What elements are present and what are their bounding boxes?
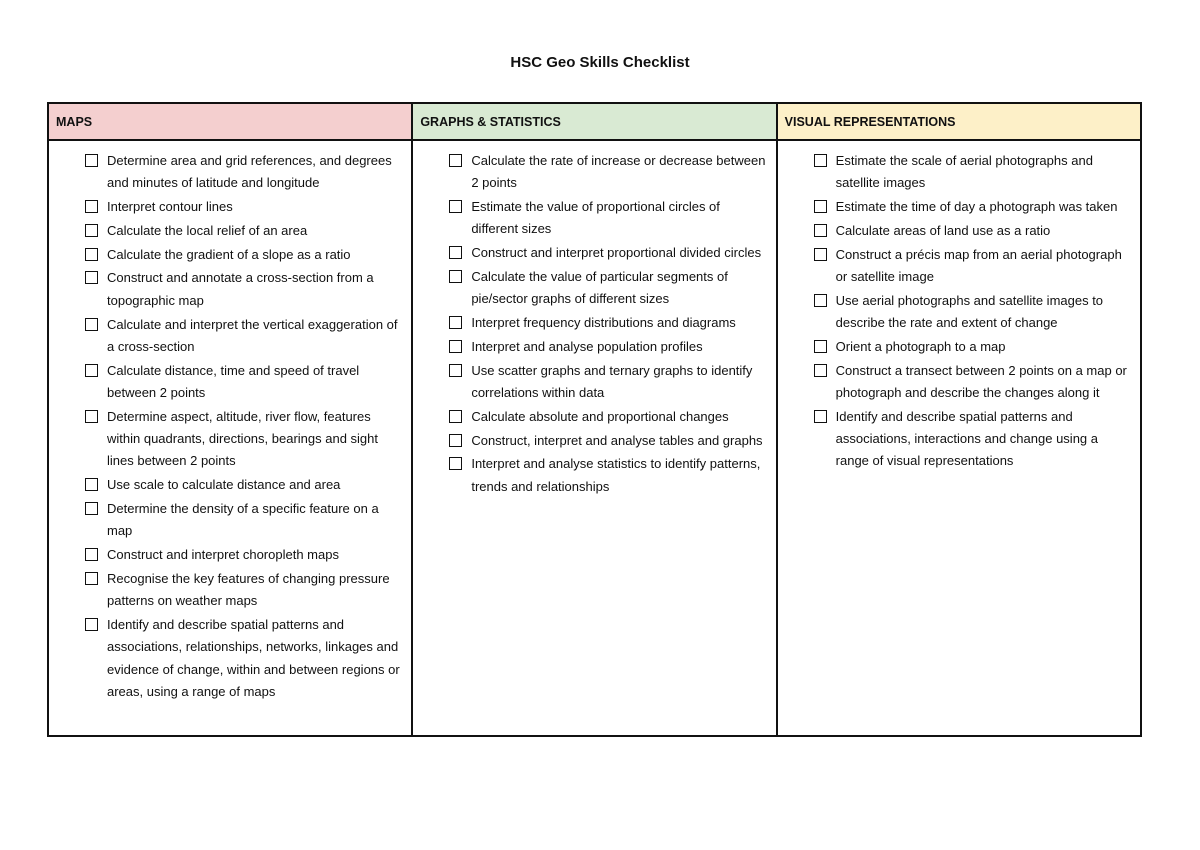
checklist-item	[85, 544, 403, 566]
checklist-item	[85, 220, 403, 242]
checklist-item-label: Determine area and grid references, and degrees and minutes of latitude and longitude	[107, 153, 392, 191]
checklist-item-label: Estimate the time of day a photograph was taken	[835, 199, 1118, 215]
checklist-item-label: Interpret frequency distributions and diagrams	[471, 315, 736, 331]
checklist-item-label: Calculate absolute and proportional changes	[471, 408, 729, 424]
header-row	[48, 103, 1141, 140]
checklist-item	[85, 314, 403, 359]
checkbox[interactable]	[449, 340, 462, 353]
checklist-item	[814, 150, 1132, 195]
checklist-item-label: Use scatter graphs and ternary graphs to identify correlations within data	[471, 362, 753, 400]
checklist-item	[85, 568, 403, 613]
checkbox[interactable]	[85, 224, 98, 237]
checklist-item-label: Determine aspect, altitude, river flow, features within quadrants, directions, bearings and sight lines between 2 points	[107, 408, 378, 469]
checklist-item	[814, 406, 1132, 473]
checklist-item	[449, 242, 767, 264]
maps-checklist	[85, 150, 403, 703]
checklist-item	[85, 406, 403, 473]
checkbox[interactable]	[85, 271, 98, 284]
checklist-item	[85, 614, 403, 703]
checklist-item-label: Use scale to calculate distance and area	[107, 477, 341, 493]
checklist-item-label: Interpret contour lines	[107, 199, 233, 215]
checkbox[interactable]	[85, 200, 98, 213]
checklist-item	[449, 266, 767, 311]
checkbox[interactable]	[449, 457, 462, 470]
checklist-item-label: Calculate areas of land use as a ratio	[835, 222, 1051, 238]
checklist-item-label: Construct a précis map from an aerial photograph or satellite image	[835, 246, 1122, 284]
checklist-item-label: Calculate and interpret the vertical exaggeration of a cross-section	[107, 316, 398, 354]
maps-column	[48, 140, 412, 736]
checkbox[interactable]	[814, 294, 827, 307]
checklist-item	[449, 336, 767, 358]
graphs-statistics-column	[412, 140, 776, 736]
checklist-item	[814, 336, 1132, 358]
checkbox[interactable]	[814, 200, 827, 213]
checklist-item-label: Determine the density of a specific feature on a map	[107, 500, 379, 539]
checklist-item-label: Construct, interpret and analyse tables and graphs	[471, 432, 763, 448]
checklist-item-label: Estimate the value of proportional circles of different sizes	[471, 199, 720, 237]
checklist-item	[449, 406, 767, 428]
checkbox[interactable]	[449, 364, 462, 377]
checkbox[interactable]	[814, 224, 827, 237]
checklist-item	[85, 498, 403, 543]
checkbox[interactable]	[85, 572, 98, 585]
checklist-item-label: Use aerial photographs and satellite images to describe the rate and extent of change	[835, 292, 1104, 331]
checkbox[interactable]	[85, 502, 98, 515]
page-title: HSC Geo Skills Checklist	[510, 54, 690, 71]
checklist-item-label: Orient a photograph to a map	[835, 338, 1006, 354]
checkbox[interactable]	[449, 154, 462, 167]
checkbox[interactable]	[814, 410, 827, 423]
checklist-item-label: Calculate the rate of increase or decrease between 2 points	[471, 153, 766, 191]
checklist-item	[814, 244, 1132, 289]
visual-representations-column	[777, 140, 1141, 736]
checkbox[interactable]	[814, 364, 827, 377]
checklist-item	[814, 220, 1132, 242]
visual-representations-checklist	[814, 150, 1132, 473]
checklist-item-label: Calculate the gradient of a slope as a ratio	[107, 246, 351, 262]
checklist-item	[449, 196, 767, 241]
checklist-item-label: Interpret and analyse population profiles	[471, 338, 703, 354]
graphs-statistics-header: GRAPHS & STATISTICS	[412, 103, 776, 140]
checklist-item	[85, 474, 403, 496]
graphs-statistics-checklist	[449, 150, 767, 498]
checklist-item	[814, 290, 1132, 335]
checklist-item-label: Construct a transect between 2 points on a map or photograph and describe the changes along it	[835, 362, 1127, 400]
checklist-item	[449, 453, 767, 498]
checklist-item-label: Calculate the local relief of an area	[107, 222, 308, 238]
checkbox[interactable]	[449, 200, 462, 213]
checkbox[interactable]	[85, 318, 98, 331]
checklist-item-label: Construct and interpret choropleth maps	[107, 547, 339, 563]
checkbox[interactable]	[85, 478, 98, 491]
maps-header: MAPS	[48, 103, 412, 140]
checklist-item	[85, 244, 403, 266]
checkbox[interactable]	[814, 340, 827, 353]
checklist-item	[85, 196, 403, 218]
checklist-item-label: Calculate the value of particular segments of pie/sector graphs of different sizes	[471, 268, 728, 307]
checkbox[interactable]	[449, 246, 462, 259]
checkbox[interactable]	[85, 154, 98, 167]
checkbox[interactable]	[814, 154, 827, 167]
checkbox[interactable]	[449, 316, 462, 329]
checklist-item-label: Identify and describe spatial patterns and associations, relationships, networks, linkages and evidence of change, within and between regions or areas, using a range of maps	[107, 616, 400, 699]
visual-representations-header: VISUAL REPRESENTATIONS	[777, 103, 1141, 140]
checkbox[interactable]	[85, 364, 98, 377]
checklist-item	[814, 196, 1132, 218]
checklist-item	[814, 360, 1132, 405]
checkbox[interactable]	[85, 618, 98, 631]
checklist-item	[449, 360, 767, 405]
checklist-item	[449, 312, 767, 334]
checklist-item-label: Interpret and analyse statistics to identify patterns, trends and relationships	[471, 456, 761, 494]
checklist-table	[47, 102, 1142, 737]
checklist-item-label: Recognise the key features of changing pressure patterns on weather maps	[107, 570, 390, 609]
checklist-item	[85, 150, 403, 195]
checkbox[interactable]	[449, 270, 462, 283]
checklist-item-label: Construct and annotate a cross-section from a topographic map	[107, 270, 374, 308]
items-row	[48, 140, 1141, 736]
checklist-item	[85, 360, 403, 405]
checkbox[interactable]	[449, 410, 462, 423]
checkbox[interactable]	[449, 434, 462, 447]
checklist-item-label: Construct and interpret proportional divided circles	[471, 245, 762, 261]
checklist-item	[449, 150, 767, 195]
checklist-item	[85, 267, 403, 312]
checkbox[interactable]	[85, 410, 98, 423]
checklist-item-label: Identify and describe spatial patterns and associations, interactions and change using a range of visual representations	[835, 408, 1098, 469]
checkbox[interactable]	[85, 548, 98, 561]
checklist-item-label: Calculate distance, time and speed of travel between 2 points	[107, 362, 360, 400]
checkbox[interactable]	[814, 248, 827, 261]
checklist-item	[449, 430, 767, 452]
checkbox[interactable]	[85, 248, 98, 261]
checklist-item-label: Estimate the scale of aerial photographs and satellite images	[835, 153, 1093, 191]
